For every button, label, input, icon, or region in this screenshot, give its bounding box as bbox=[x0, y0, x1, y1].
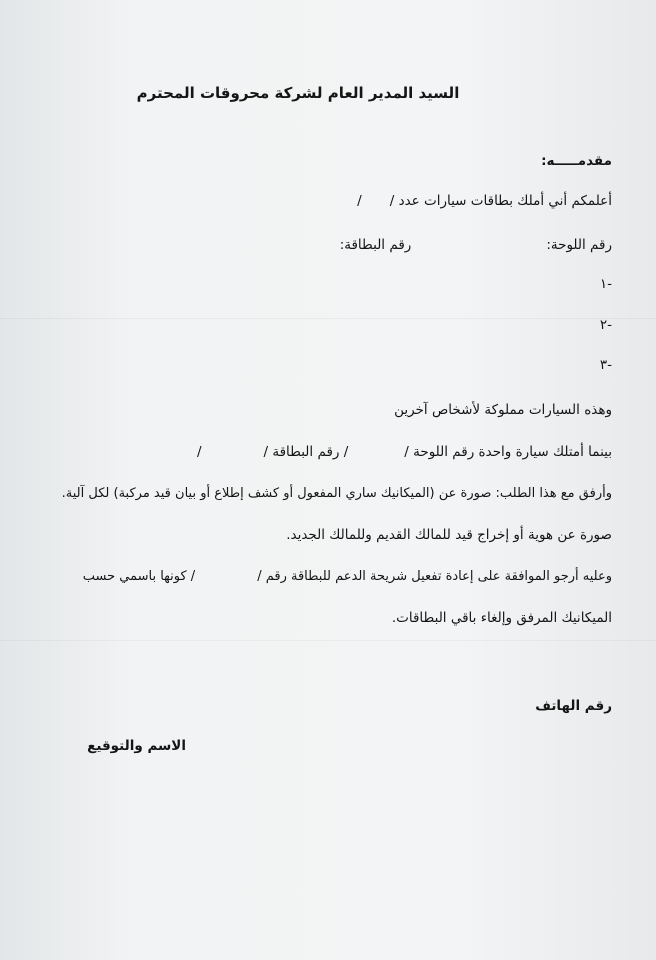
cars-count-text: أعلمكم أني أملك بطاقات سيارات عدد / bbox=[389, 193, 612, 209]
card-label: رقم البطاقة: bbox=[339, 237, 412, 253]
request-line bbox=[83, 569, 612, 584]
own-one-car-line bbox=[197, 444, 612, 460]
id-copy-line: صورة عن هوية أو إخراج قيد للمالك القديم وللمالك الجديد. bbox=[286, 527, 612, 543]
list-item-1: -١ bbox=[599, 276, 612, 292]
cars-count-line bbox=[357, 193, 612, 209]
request-card-text: وعليه أرجو الموافقة على إعادة تفعيل شريحة الدعم للبطاقة رقم / bbox=[257, 569, 612, 584]
signature-label: الاسم والتوقيع bbox=[87, 738, 186, 754]
paper-crease bbox=[0, 318, 656, 319]
owned-by-others-line: وهذه السيارات مملوكة لأشخاص آخرين bbox=[394, 402, 612, 418]
paper-crease bbox=[0, 640, 656, 641]
cars-count-slash: / bbox=[357, 193, 362, 209]
request-name-text: / كونها باسمي حسب bbox=[82, 569, 196, 584]
request-continuation-line: الميكانيك المرفق وإلغاء باقي البطاقات. bbox=[391, 610, 612, 626]
letter-title: السيد المدير العام لشركة محروقات المحترم bbox=[136, 84, 460, 102]
own-one-card-text: / رقم البطاقة / bbox=[263, 444, 349, 460]
plate-card-labels bbox=[340, 237, 612, 253]
own-one-slash: / bbox=[196, 444, 202, 460]
own-one-plate-text: بينما أمتلك سيارة واحدة رقم اللوحة / bbox=[404, 444, 612, 460]
attachment-line: وأرفق مع هذا الطلب: صورة عن (الميكانيك ساري المفعول أو كشف إطلاع أو بيان قيد مركبة) لكل آلية. bbox=[61, 486, 612, 501]
intro-label: مقدمـــــه: bbox=[541, 153, 612, 169]
phone-label: رقم الهاتف bbox=[535, 698, 612, 714]
plate-label: رقم اللوحة: bbox=[546, 237, 612, 253]
list-item-3: -٣ bbox=[599, 357, 612, 373]
list-item-2: -٢ bbox=[599, 317, 612, 333]
